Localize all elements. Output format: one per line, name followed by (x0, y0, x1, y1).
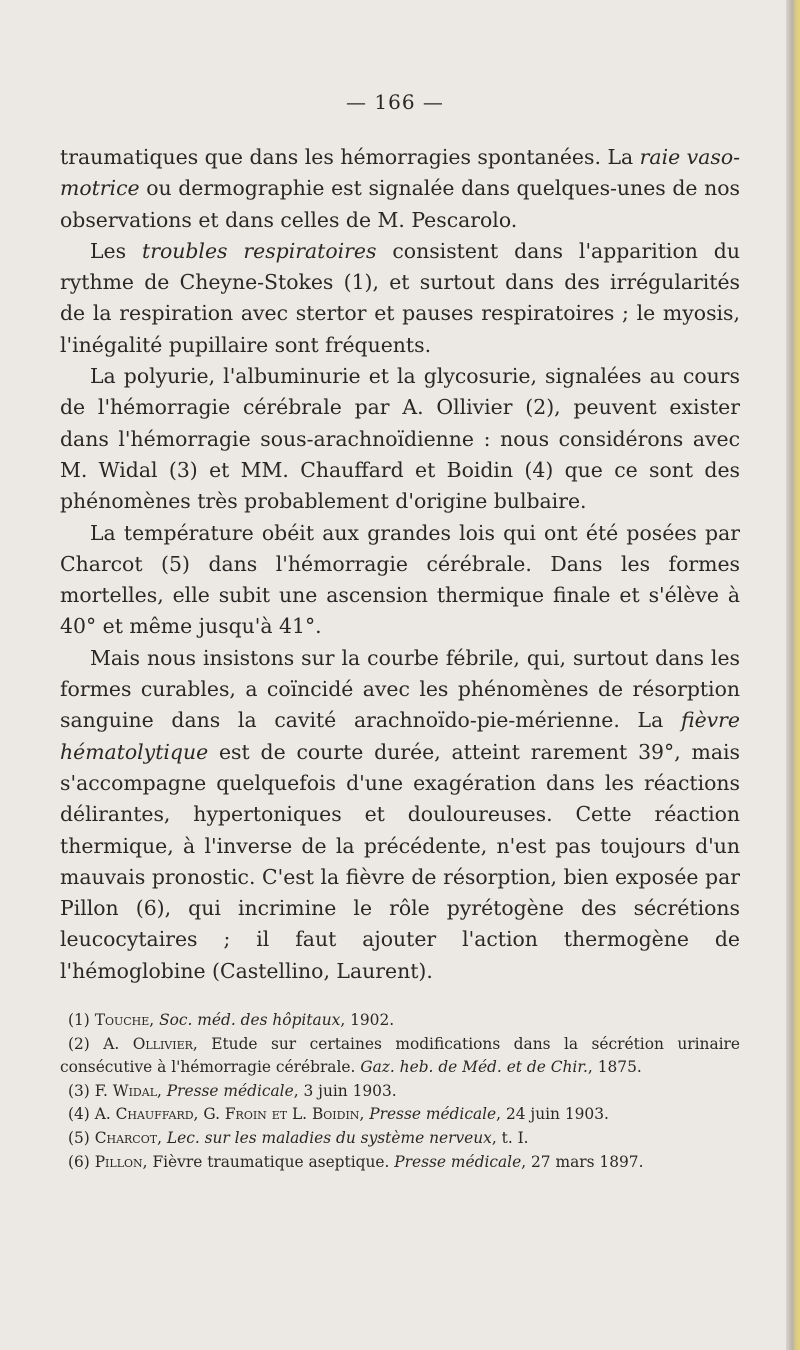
paragraph: Les troubles respiratoires consistent dans l'apparition du rythme de Cheyne-Stokes (1), et surtout dans des irrégularités de la respiration avec stertor et pauses respiratoires ; le myosis, l'inégalité pupillaire sont fréquents. (60, 238, 740, 357)
page-number: — 166 — (346, 90, 444, 114)
footnote: (3) F. Widal, Presse médicale, 3 juin 1903. (68, 1081, 397, 1100)
page-edge (786, 0, 800, 1350)
footnote: (1) Touche, Soc. méd. des hôpitaux, 1902. (68, 1011, 395, 1029)
italic-term: raie vaso-motrice (60, 145, 740, 201)
footnote: (2) A. Ollivier, Etude sur certaines modifications dans la sécrétion urinaire consécutive à l'hémorragie cérébrale. Gaz. heb. de Méd. et de Chir., 1875. (60, 1034, 741, 1077)
paragraph: Mais nous insistons sur la courbe fébrile, qui, surtout dans les formes curables, a coïncidé avec les phénomènes de résorption sanguine dans la cavité arachnoïdo-pie-mérienne. La fièvre hématolytique est de courte durée, atteint rarement 39°, mais s'accompagne quelquefois d'une exagération dans les réactions délirantes, hypertoniques et douloureuses. Cette réaction thermique, à l'inverse de la précédente, n'est pas toujours d'un mauvais pronostic. C'est la fièvre de résorption, bien exposée par Pillon (6), qui incrimine le rôle pyrétogène des sécrétions leucocytaires ; il faut ajouter l'action thermogène de l'hémoglobine (Castellino, Laurent). (60, 645, 740, 983)
footnote-author: A. Ollivier (103, 1034, 193, 1053)
footnote-author: Charcot (94, 1128, 158, 1147)
italic-term: troubles respiratoires (142, 238, 377, 263)
footnotes (60, 1009, 740, 1174)
footnote-author: Touche (94, 1011, 150, 1029)
body-text (60, 142, 740, 987)
footnote: (6) Pillon, Fièvre traumatique aseptique. Presse médicale, 27 mars 1897. (68, 1152, 644, 1171)
paragraph: traumatiques que dans les hémorragies spontanées. La raie vaso-motrice ou dermographie est signalée dans quelques-unes de nos observations et dans celles de M. Pescarolo. (60, 145, 740, 232)
paragraph: La polyurie, l'albuminurie et la glycosurie, signalées au cours de l'hémorragie cérébrale par A. Ollivier (2), peuvent exister dans l'hémorragie sous-arachnoïdienne : nous considérons avec M. Widal (3) et MM. Chauffard et Boidin (4) que ce sont des phénomènes très probablement d'origine bulbaire. (60, 364, 740, 514)
footnote-author: A. Chauffard, G. Froin et L. Boidin (94, 1105, 360, 1124)
footnote: (4) A. Chauffard, G. Froin et L. Boidin, Presse médicale, 24 juin 1903. (68, 1105, 609, 1124)
paragraph: La température obéit aux grandes lois qui ont été posées par Charcot (5) dans l'hémorragie cérébrale. Dans les formes mortelles, elle subit une ascension thermique finale et s'élève à 40° et même jusqu'à 41°. (60, 520, 740, 639)
italic-term: fièvre hématolytique (60, 708, 740, 764)
footnote-author: F. Widal (94, 1081, 157, 1100)
footnote-author: Pillon (94, 1152, 143, 1171)
footnote: (5) Charcot, Lec. sur les maladies du système nerveux, t. I. (68, 1128, 529, 1147)
